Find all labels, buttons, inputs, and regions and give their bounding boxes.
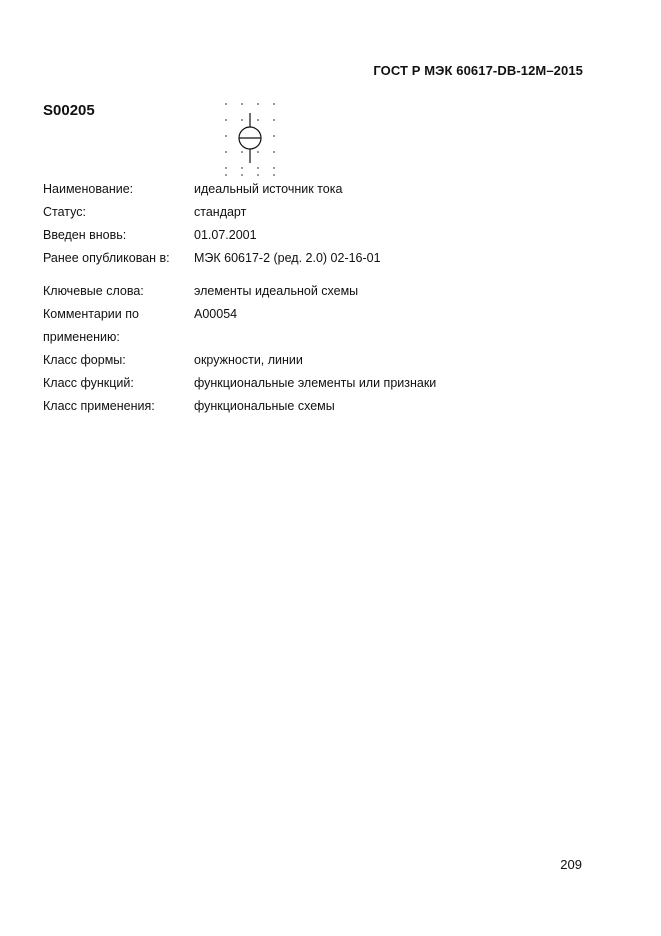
property-label: Статус:	[43, 205, 86, 219]
property-label: Наименование:	[43, 182, 134, 196]
property-row-application-class	[43, 395, 603, 418]
property-label: Ранее опубликован в:	[43, 251, 170, 265]
property-value: стандарт	[194, 205, 247, 219]
property-label: Ключевые слова:	[43, 284, 144, 298]
property-label: Введен вновь:	[43, 228, 127, 242]
property-value: идеальный источник тока	[194, 182, 343, 196]
property-row-function-class	[43, 372, 603, 395]
property-value: окружности, линии	[194, 353, 303, 367]
ideal-current-source-icon	[222, 101, 278, 177]
property-row-previously-published	[43, 247, 603, 270]
property-row-status	[43, 201, 603, 224]
standard-code: ГОСТ Р МЭК 60617-DB-12M–2015	[373, 63, 583, 78]
property-label: Класс формы:	[43, 353, 126, 367]
property-label: применению:	[43, 330, 120, 344]
property-row-application-notes-cont	[43, 326, 603, 349]
property-row-keywords	[43, 280, 603, 303]
property-row-application-notes	[43, 303, 603, 326]
property-row-name	[43, 178, 603, 201]
property-label: Класс применения:	[43, 399, 155, 413]
property-value: функциональные схемы	[194, 399, 335, 413]
property-value: МЭК 60617-2 (ред. 2.0) 02-16-01	[194, 251, 381, 265]
property-row-introduced	[43, 224, 603, 247]
property-value: A00054	[194, 307, 238, 321]
property-value	[194, 326, 603, 349]
property-row-shape-class	[43, 349, 603, 372]
property-value: элементы идеальной схемы	[194, 284, 359, 298]
property-value: 01.07.2001	[194, 228, 257, 242]
symbol-properties	[43, 178, 603, 418]
symbol-id: S00205	[43, 102, 95, 119]
page-number: 209	[560, 857, 582, 872]
property-label: Комментарии по	[43, 307, 139, 321]
property-value: функциональные элементы или признаки	[194, 376, 437, 390]
property-label: Класс функций:	[43, 376, 134, 390]
